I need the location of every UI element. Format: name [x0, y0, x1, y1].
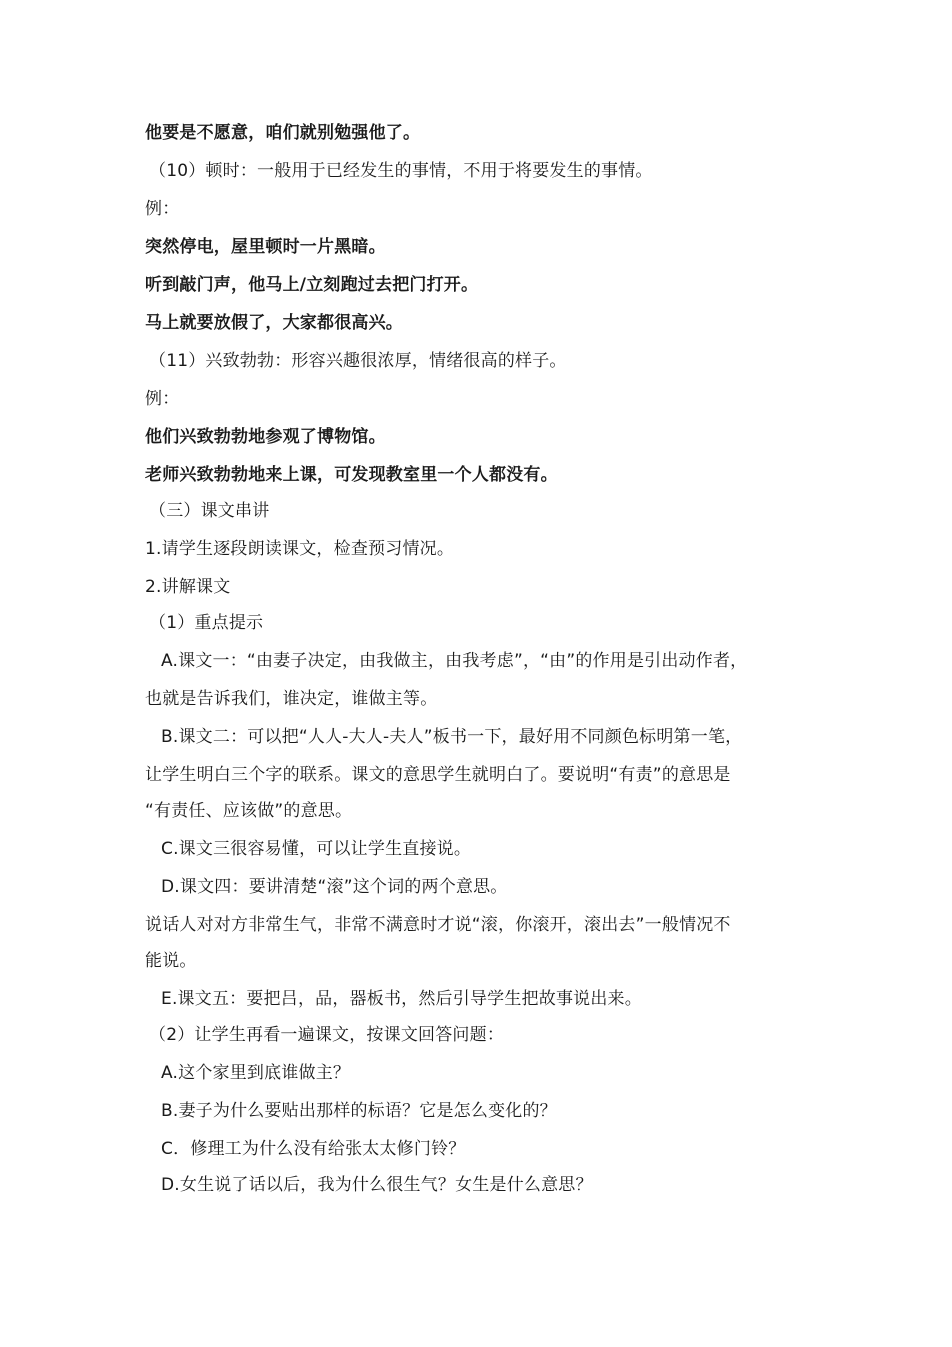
question-item: D.女生说了话以后，我为什么很生气？女生是什么意思？ — [161, 1175, 593, 1195]
lesson-note-a: A.课文一：“由妻子决定，由我做主，由我考虑”，“由”的作用是引出动作者， — [161, 651, 748, 671]
example-label: 例： — [145, 199, 180, 219]
lesson-note-b-cont: 让学生明白三个字的联系。课文的意思学生就明白了。要说明“有责”的意思是 — [145, 765, 731, 785]
lesson-note-d-cont: 说话人对对方非常生气，非常不满意时才说“滚，你滚开，滚出去”一般情况不 — [145, 915, 731, 935]
lesson-note-c: C.课文三很容易懂，可以让学生直接说。 — [161, 839, 472, 859]
example-sentence: 老师兴致勃勃地来上课，可发现教室里一个人都没有。 — [145, 465, 558, 485]
vocab-item-10: （10）顿时：一般用于已经发生的事情，不用于将要发生的事情。 — [149, 161, 653, 181]
lesson-note-d-cont: 能说。 — [145, 951, 197, 971]
lesson-note-d: D.课文四：要讲清楚“滚”这个词的两个意思。 — [161, 877, 508, 897]
example-sentence: 他要是不愿意，咱们就别勉强他了。 — [145, 123, 421, 143]
subsection-heading: （2）让学生再看一遍课文，按课文回答问题： — [149, 1025, 505, 1045]
step-item: 2.讲解课文 — [145, 577, 231, 597]
example-label: 例： — [145, 389, 180, 409]
step-item: 1.请学生逐段朗读课文，检查预习情况。 — [145, 539, 455, 559]
example-sentence: 马上就要放假了，大家都很高兴。 — [145, 313, 403, 333]
question-item: B.妻子为什么要贴出那样的标语？它是怎么变化的？ — [161, 1101, 557, 1121]
lesson-note-b-cont: “有责任、应该做”的意思。 — [145, 801, 353, 821]
section-heading: （三）课文串讲 — [149, 501, 270, 521]
lesson-note-b: B.课文二：可以把“人人-大人-夫人”板书一下，最好用不同颜色标明第一笔， — [161, 727, 743, 747]
question-item: C．修理工为什么没有给张太太修门铃？ — [161, 1139, 466, 1159]
example-sentence: 他们兴致勃勃地参观了博物馆。 — [145, 427, 386, 447]
example-sentence: 听到敲门声，他马上/立刻跑过去把门打开。 — [145, 275, 479, 295]
vocab-item-11: （11）兴致勃勃：形容兴趣很浓厚，情绪很高的样子。 — [149, 351, 567, 371]
lesson-note-a-cont: 也就是告诉我们，谁决定，谁做主等。 — [145, 689, 438, 709]
question-item: A.这个家里到底谁做主？ — [161, 1063, 351, 1083]
example-sentence: 突然停电，屋里顿时一片黑暗。 — [145, 237, 386, 257]
lesson-note-e: E.课文五：要把吕，品，器板书，然后引导学生把故事说出来。 — [161, 989, 642, 1009]
subsection-heading: （1）重点提示 — [149, 613, 264, 633]
